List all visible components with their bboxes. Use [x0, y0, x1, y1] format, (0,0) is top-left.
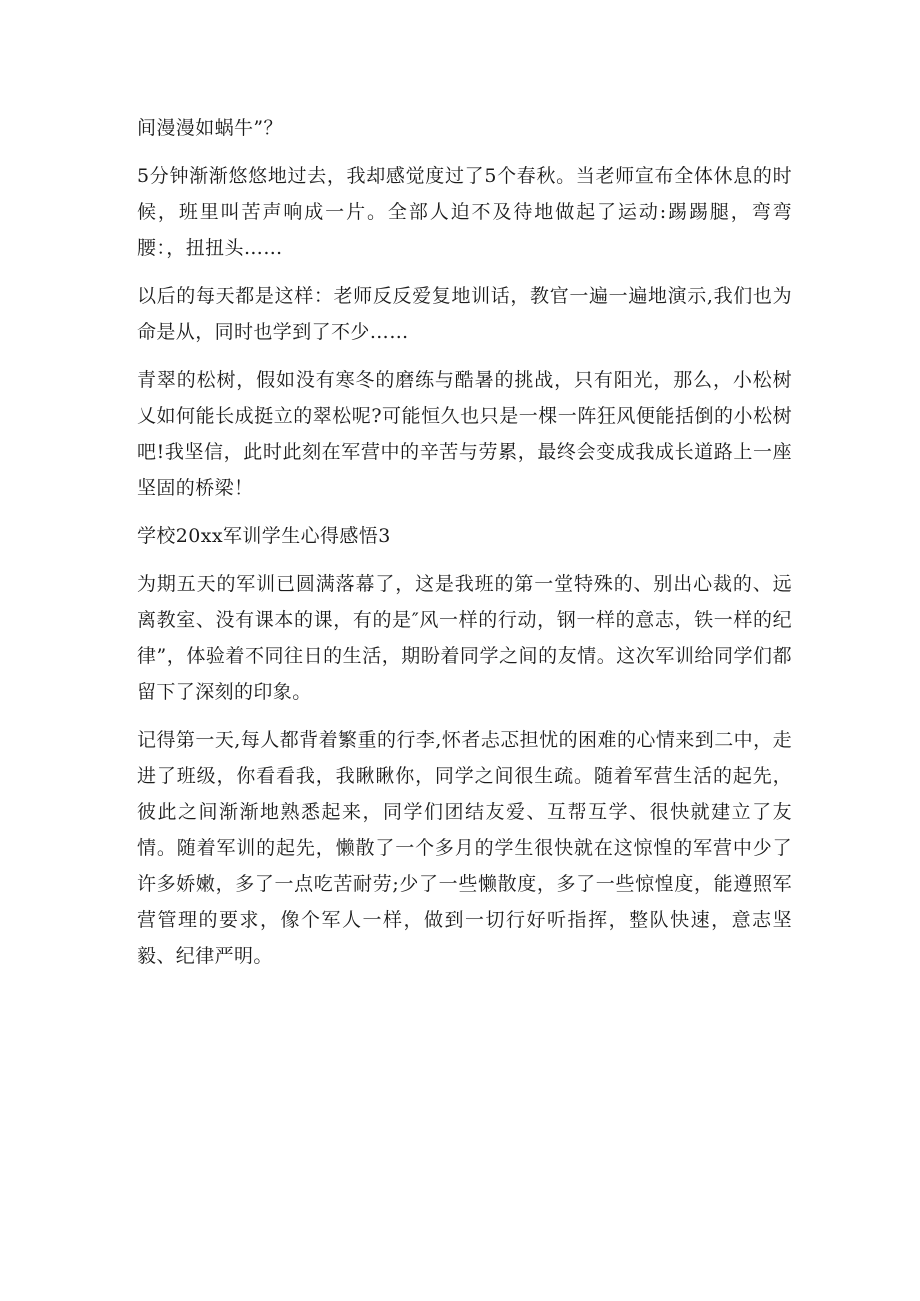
- paragraph-4: 青翠的松树，假如没有寒冬的磨练与酷暑的挑战，只有阳光，那么，小松树乂如何能长成挺立的翠松呢?可能恒久也只是一棵一阵狂风便能括倒的小松树吧!我坚信，此时此刻在军营中的辛苦与劳累，最终会变成我成长道路上一座坚固的桥梁！: [137, 369, 792, 499]
- document-body: [137, 110, 792, 986]
- paragraph-1: 间漫漫如蜗牛”？: [137, 117, 283, 139]
- section-heading: 学校20xx军训学生心得感悟3: [137, 525, 391, 547]
- paragraph-3: 以后的每天都是这样：老师反反爱复地训话，教官一遍一遍地演示,我们也为命是从，同时也学到了不少……: [137, 285, 792, 343]
- paragraph-2: 5分钟渐渐悠悠地过去，我却感觉度过了5个春秋。当老师宣布全体休息的时候，班里叫苦声响成一片。全部人迫不及待地做起了运动:踢踢腿，弯弯腰：，扭扭头……: [137, 165, 792, 259]
- paragraph-6: 记得第一天,每人都背着繁重的行李,怀者忐忑担忧的困难的心情来到二中，走进了班级，你看看我，我瞅瞅你，同学之间很生疏。随着军营生活的起先，彼此之间渐渐地熟悉起来，同学们团结友爱、互帮互学、很快就建立了友情。随着军训的起先，懒散了一个多月的学生很快就在这惊惶的军营中少了许多娇嫩，多了一点吃苦耐劳;少了一些懒散度，多了一些惊惶度，能遵照军营管理的要求，像个军人一样，做到一切行好听指挥，整队快速，意志坚毅、纪律严明。: [137, 729, 792, 967]
- paragraph-5: 为期五天的军训已圆满落幕了，这是我班的第一堂特殊的、别出心裁的、远离教室、没有课本的课，有的是″风一样的行动，钢一样的意志，铁一样的纪律”，体验着不同往日的生活，期盼着同学之间的友情。这次军训给同学们都留下了深刻的印象。: [137, 573, 792, 703]
